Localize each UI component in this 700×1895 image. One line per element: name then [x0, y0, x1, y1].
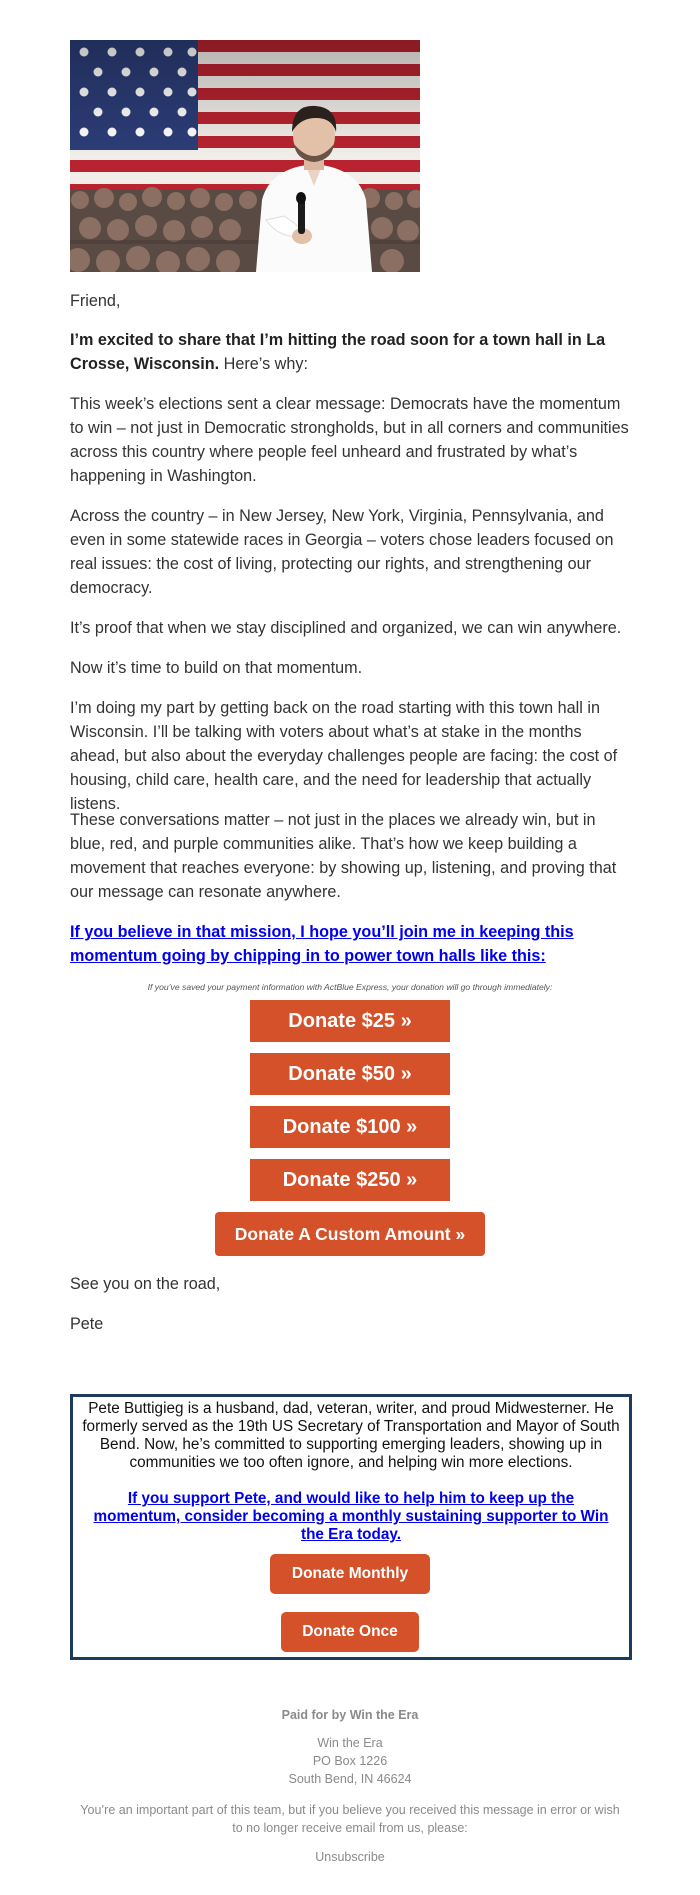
donate-25-button[interactable]: Donate $25 » — [250, 1000, 450, 1042]
paragraph-conversations: These conversations matter – not just in the places we already win, but in blue, red, and purple communities alike. That’s how we keep building a movement that reaches everyone: by showing up, listening, and proving that our message can resonate anywhere. — [70, 811, 617, 901]
signoff: See you on the road, — [70, 1275, 221, 1293]
footer-city: South Bend, IN 46624 — [288, 1772, 412, 1786]
paragraph-proof: It’s proof that when we stay disciplined and organized, we can win anywhere. — [70, 619, 622, 637]
paragraph-across-country: Across the country – in New Jersey, New York, Virginia, Pennsylvania, and even in some statewide races in Georgia – voters chose leaders focused on real issues: the cost of living, protecting our rights, and strengthening our democracy. — [70, 507, 614, 597]
paid-for-disclaimer: Paid for by Win the Era — [281, 1708, 419, 1722]
bio-text: Pete Buttigieg is a husband, dad, veteran, writer, and proud Midwesterner. He formerly served as the 19th US Secretary of Transportation and Mayor of South Bend. Now, he’s committed to supporting emerging leaders, showing up in communities we too often ignore, and helping win more elections. — [82, 1400, 620, 1471]
actblue-express-note: If you’ve saved your payment information with ActBlue Express, your donation will go through immediately: — [147, 982, 553, 992]
donate-50-button[interactable]: Donate $50 » — [250, 1053, 450, 1095]
donate-100-button[interactable]: Donate $100 » — [250, 1106, 450, 1148]
intro-paragraph — [70, 328, 630, 376]
monthly-supporter-link[interactable]: If you support Pete, and would like to help him to keep up the momentum, consider becoming a monthly sustaining supporter to Win the Era today. — [93, 1490, 609, 1543]
signature: Pete — [70, 1315, 104, 1333]
paragraph-town-hall: I’m doing my part by getting back on the road starting with this town hall in Wisconsin. I’ll be talking with voters about what’s at stake in the months ahead, but also about the everyday challenges people are facing: the cost of housing, child care, health care, and the need for leadership that actually listens. — [70, 699, 618, 813]
bio-box — [70, 1394, 632, 1660]
donate-monthly-button[interactable]: Donate Monthly — [270, 1554, 430, 1594]
intro-rest: Here’s why: — [219, 355, 308, 373]
greeting: Friend, — [70, 292, 121, 310]
donate-custom-amount-button[interactable]: Donate A Custom Amount » — [215, 1212, 485, 1256]
donate-cta-link[interactable]: If you believe in that mission, I hope you’ll join me in keeping this momentum going by chipping in to power town halls like this: — [70, 923, 574, 965]
donate-once-button[interactable]: Donate Once — [281, 1612, 419, 1652]
footer-po-box: PO Box 1226 — [312, 1754, 388, 1768]
footer-notice: You’re an important part of this team, but if you believe you received this message in error or wish to no longer receive email from us, please: — [80, 1803, 620, 1835]
unsubscribe-link[interactable]: Unsubscribe — [315, 1850, 385, 1864]
paragraph-elections: This week’s elections sent a clear message: Democrats have the momentum to win – not just in Democratic strongholds, but in all corners and communities across this country where people feel unheard and frustrated by what’s happening in Washington. — [70, 395, 629, 485]
hero-image — [70, 40, 420, 272]
paragraph-momentum: Now it’s time to build on that momentum. — [70, 659, 363, 677]
donate-250-button[interactable]: Donate $250 » — [250, 1159, 450, 1201]
footer-org-name: Win the Era — [317, 1736, 383, 1750]
intro-bold: I’m excited to share that I’m hitting the road soon for a town hall in La Crosse, Wisconsin. — [70, 331, 606, 373]
